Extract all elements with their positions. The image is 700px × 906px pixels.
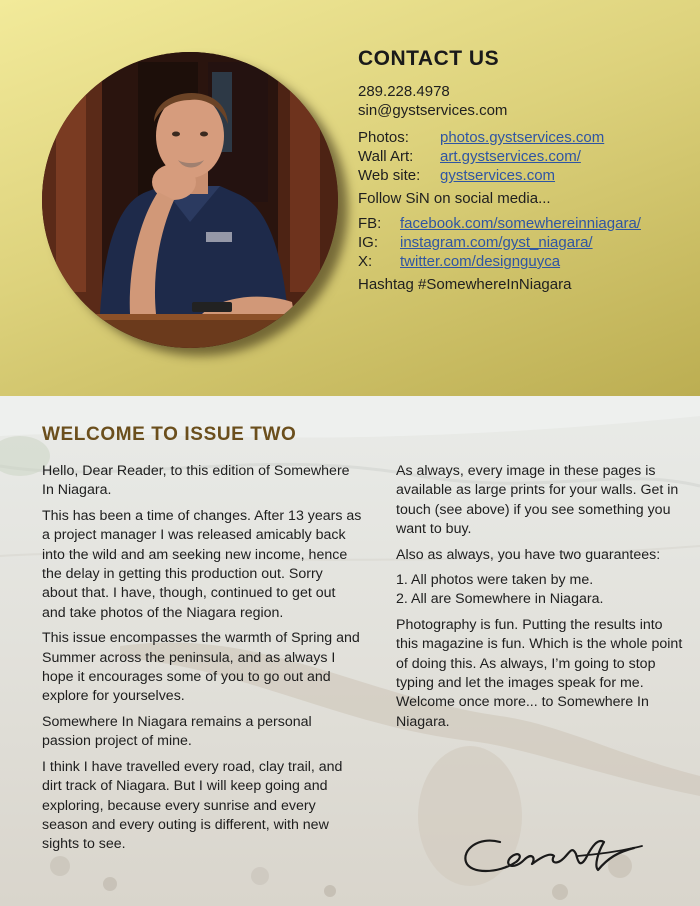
paragraph: I think I have travelled every road, clay trail, and dirt track of Niagara. But I will keep going and exploring, because every sunrise and every season and every outing is different, with new sights to see.: [42, 758, 343, 853]
social-label: IG:: [358, 234, 379, 251]
article-column-left: [42, 462, 362, 861]
header-band: [0, 0, 700, 396]
site-row-website: [358, 166, 688, 185]
paragraph: Photography is fun. Putting the results into this magazine is fun. Which is the whole point of doing this. As always, I’m going to stop typing and let the images speak for me. Welcome once more... to Somewhere In Niagara.: [396, 616, 683, 730]
portrait-illustration: [42, 52, 338, 348]
site-row-photos: [358, 128, 688, 147]
author-portrait: [42, 52, 338, 348]
article-column-right: [396, 462, 686, 738]
paragraph: This issue encompasses the warmth of Spring and Summer across the peninsula, and as always I hope it encourages some of you to go out and explore for yourselves.: [42, 630, 360, 705]
site-row-wall-art: [358, 147, 688, 166]
list-item: 2. All are Somewhere in Niagara.: [396, 591, 604, 608]
contact-heading: CONTACT US: [358, 47, 500, 70]
paragraph: Also as always, you have two guarantees:: [396, 546, 661, 563]
follow-text: Follow SiN on social media...: [358, 190, 551, 207]
hashtag-text: Hashtag #SomewhereInNiagara: [358, 276, 572, 293]
site-label: Wall Art:: [358, 148, 414, 165]
paragraph: Hello, Dear Reader, to this edition of Somewhere In Niagara.: [42, 463, 350, 499]
wall-art-link[interactable]: art.gystservices.com/: [440, 148, 581, 165]
contact-block: [358, 46, 688, 294]
social-row-fb: [358, 214, 688, 233]
article-title: WELCOME TO ISSUE TWO: [42, 424, 297, 445]
paragraph: As always, every image in these pages is available as large prints for your walls. Get in touch (see above) if you see something you want to buy.: [396, 463, 679, 538]
site-label: Web site:: [358, 167, 421, 184]
instagram-link[interactable]: instagram.com/gyst_niagara/: [400, 234, 593, 251]
paragraph: This has been a time of changes. After 13 years as a project manager I was released amicably back into the wild and am seeking new income, hence the delay in getting this production out. Sorry about that. I have, though, continued to get out and take photos of the Niagara region.: [42, 507, 362, 621]
site-label: Photos:: [358, 129, 409, 146]
photos-link[interactable]: photos.gystservices.com: [440, 129, 605, 146]
social-row-x: [358, 252, 688, 271]
paragraph: Somewhere In Niagara remains a personal passion project of mine.: [42, 713, 312, 750]
social-label: FB:: [358, 215, 382, 232]
list-item: 1. All photos were taken by me.: [396, 572, 594, 589]
facebook-link[interactable]: facebook.com/somewhereinniagara/: [400, 215, 641, 232]
social-label: X:: [358, 253, 373, 270]
author-signature: [458, 828, 648, 884]
contact-phone: 289.228.4978: [358, 83, 450, 100]
social-row-ig: [358, 233, 688, 252]
website-link[interactable]: gystservices.com: [440, 167, 556, 184]
contact-email: sin@gystservices.com: [358, 102, 508, 119]
twitter-link[interactable]: twitter.com/designguyca: [400, 253, 561, 270]
